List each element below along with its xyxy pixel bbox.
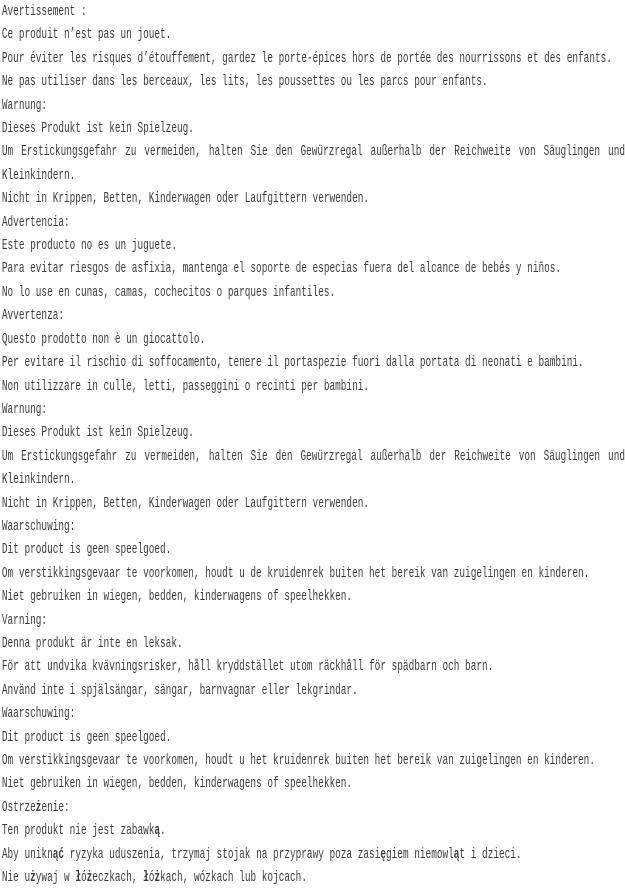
warning-line: Niet gebruiken in wiegen, bedden, kinderwagens of speelhekken. xyxy=(1,588,353,606)
warning-line: Um Erstickungsgefahr zu vermeiden, halten Sie den Gewürzregal außerhalb der Reichweite von Säuglingen und Kleinkindern. xyxy=(1,143,625,184)
warning-heading-dutch-5: Waarschuwing: xyxy=(1,517,76,535)
warning-line: Niet gebruiken in wiegen, bedden, kinderwagens of speelhekken. xyxy=(1,775,353,793)
warning-line: Per evitare il rischio di soffocamento, tenere il portaspezie fuori dalla portata di neonati e bambini. xyxy=(1,354,584,372)
warning-line: Dieses Produkt ist kein Spielzeug. xyxy=(1,424,194,442)
warning-heading-german-1: Warnung: xyxy=(1,96,48,114)
warning-line: Nie używaj w łóżeczkach, łóżkach, wózkach lub kojcach. xyxy=(1,869,307,887)
warning-line: Este producto no es un juguete. xyxy=(1,237,177,255)
warning-line: Ne pas utiliser dans les berceaux, les lits, les poussettes ou les parcs pour enfants. xyxy=(1,73,488,91)
warning-line: Använd inte i spjälsängar, sängar, barnvagnar eller lekgrindar. xyxy=(1,681,358,699)
warning-line: Dit product is geen speelgoed. xyxy=(1,541,172,559)
warning-line: Para evitar riesgos de asfixia, mantenga el soporte de especias fuera del alcance de bebés y niños. xyxy=(1,260,562,278)
warning-heading-german-4: Warnung: xyxy=(1,400,48,418)
warning-line: För att undvika kvävningsrisker, håll kryddstället utom räckhåll för spädbarn och barn. xyxy=(1,658,494,676)
warning-heading-dutch-7: Waarschuwing: xyxy=(1,705,76,723)
warning-line: Um Erstickungsgefahr zu vermeiden, halten Sie den Gewürzregal außerhalb der Reichweite von Säuglingen und Kleinkindern. xyxy=(1,447,625,489)
warning-line: Pour éviter les risques d’étouffement, gardez le porte-épices hors de portée des nourrissons et des enfants. xyxy=(1,49,612,67)
warning-line: Questo prodotto non è un giocattolo. xyxy=(1,330,206,348)
warning-line: Ce produit n’est pas un jouet. xyxy=(1,26,172,44)
warning-heading-spanish-2: Advertencia: xyxy=(1,213,70,231)
warning-heading-italian-3: Avvertenza: xyxy=(1,307,65,325)
warning-line: Om verstikkingsgevaar te voorkomen, houdt u het kruidenrek buiten het bereik van zuigelingen en kinderen. xyxy=(1,752,595,769)
warning-line: Denna produkt är inte en leksak. xyxy=(1,634,183,652)
warning-line: Om verstikkingsgevaar te voorkomen, houdt u de kruidenrek buiten het bereik van zuigelingen en kinderen. xyxy=(1,564,590,582)
warning-heading-swedish-6: Varning: xyxy=(1,611,48,629)
warning-line: Non utilizzare in culle, letti, passeggini o recinti per bambini. xyxy=(1,377,370,395)
warning-line: Nicht in Krippen, Betten, Kinderwagen oder Laufgittern verwenden. xyxy=(1,494,370,512)
warning-line: Dit product is geen speelgoed. xyxy=(1,728,172,746)
warning-line: Aby uniknąć ryzyka uduszenia, trzymaj stojak na przyprawy poza zasięgiem niemowląt i dzieci. xyxy=(1,845,522,863)
warning-line: Dieses Produkt ist kein Spielzeug. xyxy=(1,120,194,138)
warning-line: Ten produkt nie jest zabawką. xyxy=(1,822,166,840)
warning-heading-french-0: Avertissement : xyxy=(1,3,87,20)
warning-line: Nicht in Krippen, Betten, Kinderwagen oder Laufgittern verwenden. xyxy=(1,190,370,208)
warning-line: No lo use en cunas, camas, cochecitos o parques infantiles. xyxy=(1,283,336,301)
warning-heading-polish-8: Ostrzeżenie: xyxy=(1,798,70,816)
